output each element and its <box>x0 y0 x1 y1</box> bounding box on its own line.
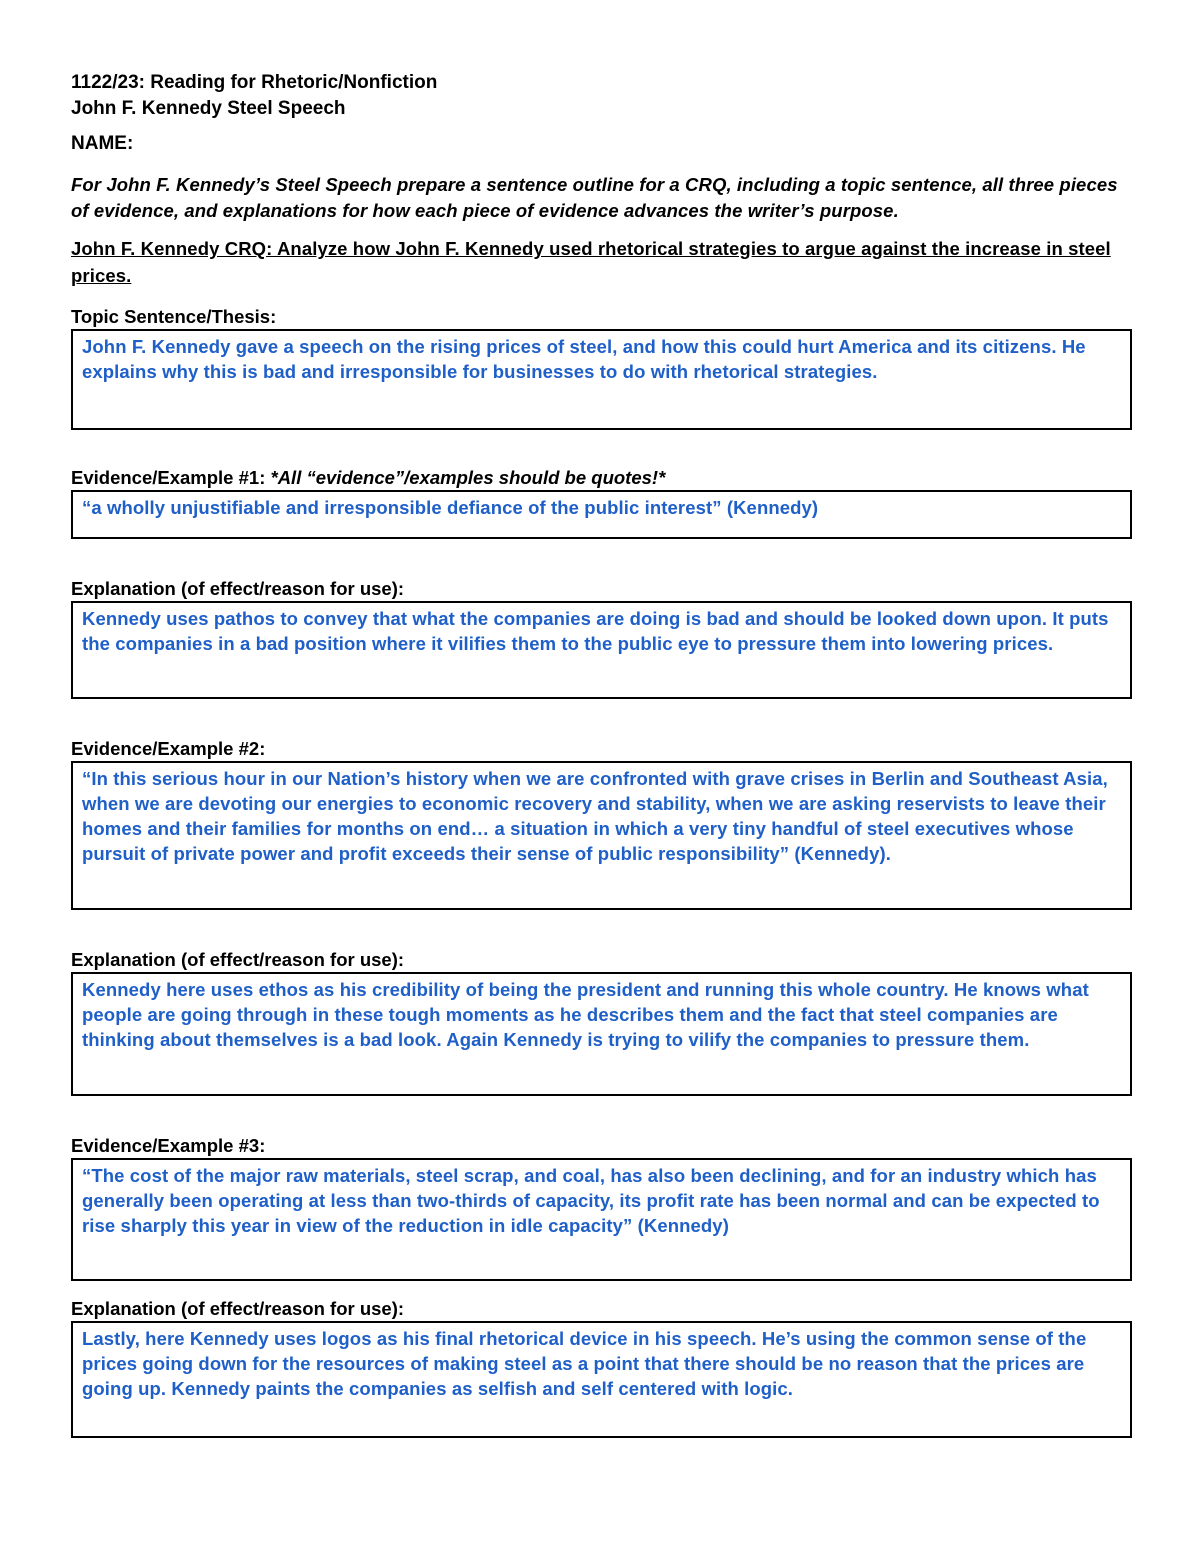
explanation-1-answer-box[interactable]: Kennedy uses pathos to convey that what the companies are doing is bad and should be looked down upon. It puts the companies in a bad position where it vilifies them to the public eye to pressure them into lowering prices. <box>71 601 1132 699</box>
evidence-1-label <box>71 466 1131 490</box>
explanation-3-answer-box[interactable]: Lastly, here Kennedy uses logos as his final rhetorical device in his speech. He’s using the common sense of the prices going down for the resources of making steel as a point that there should be no reason that the prices are going up. Kennedy paints the companies as selfish and self centered with logic. <box>71 1321 1132 1438</box>
worksheet-page <box>71 70 1131 1438</box>
crq-prompt: John F. Kennedy CRQ: Analyze how John F. Kennedy used rhetorical strategies to argue against the increase in steel prices. <box>71 238 1111 286</box>
evidence-3-answer-box[interactable]: “The cost of the major raw materials, steel scrap, and coal, has also been declining, and for an industry which has generally been operating at less than two-thirds of capacity, its profit rate has been normal and can be expected to rise sharply this year in view of the reduction in idle capacity” (Kennedy) <box>71 1158 1132 1281</box>
evidence-1-label-text: Evidence/Example #1: <box>71 467 266 488</box>
evidence-2-answer-box[interactable]: “In this serious hour in our Nation’s history when we are confronted with grave crises in Berlin and Southeast Asia, when we are devoting our energies to economic recovery and stability, when we are asking reservists to leave their homes and their families for months on end… a situation in which a very tiny handful of steel executives whose pursuit of private power and profit exceeds their sense of public responsibility” (Kennedy). <box>71 761 1132 910</box>
date-heading: 1122/23: Reading for Rhetoric/Nonfiction <box>71 72 438 93</box>
name-label: NAME: <box>71 133 134 154</box>
explanation-1-label: Explanation (of effect/reason for use): <box>71 578 405 599</box>
explanation-2-label: Explanation (of effect/reason for use): <box>71 949 405 970</box>
explanation-3-label: Explanation (of effect/reason for use): <box>71 1298 405 1319</box>
topic-label: Topic Sentence/Thesis: <box>71 306 277 327</box>
evidence-3-label: Evidence/Example #3: <box>71 1135 266 1156</box>
evidence-2-label: Evidence/Example #2: <box>71 738 266 759</box>
explanation-2-answer-box[interactable]: Kennedy here uses ethos as his credibility of being the president and running this whole country. He knows what people are going through in these tough moments as he describes them and the fact that steel companies are thinking about themselves is a bad look. Again Kennedy is trying to vilify the companies to pressure them. <box>71 972 1132 1096</box>
evidence-quote-note: *All “evidence”/examples should be quotes!* <box>270 467 666 488</box>
evidence-1-answer-box[interactable]: “a wholly unjustifiable and irresponsible defiance of the public interest” (Kennedy) <box>71 490 1132 539</box>
topic-answer-box[interactable]: John F. Kennedy gave a speech on the rising prices of steel, and how this could hurt America and its citizens. He explains why this is bad and irresponsible for businesses to do with rhetorical strategies. <box>71 329 1132 430</box>
instructions-text: For John F. Kennedy’s Steel Speech prepare a sentence outline for a CRQ, including a topic sentence, all three pieces of evidence, and explanations for how each piece of evidence advances the writer’s purpose. <box>71 174 1118 221</box>
document-title: John F. Kennedy Steel Speech <box>71 98 346 119</box>
